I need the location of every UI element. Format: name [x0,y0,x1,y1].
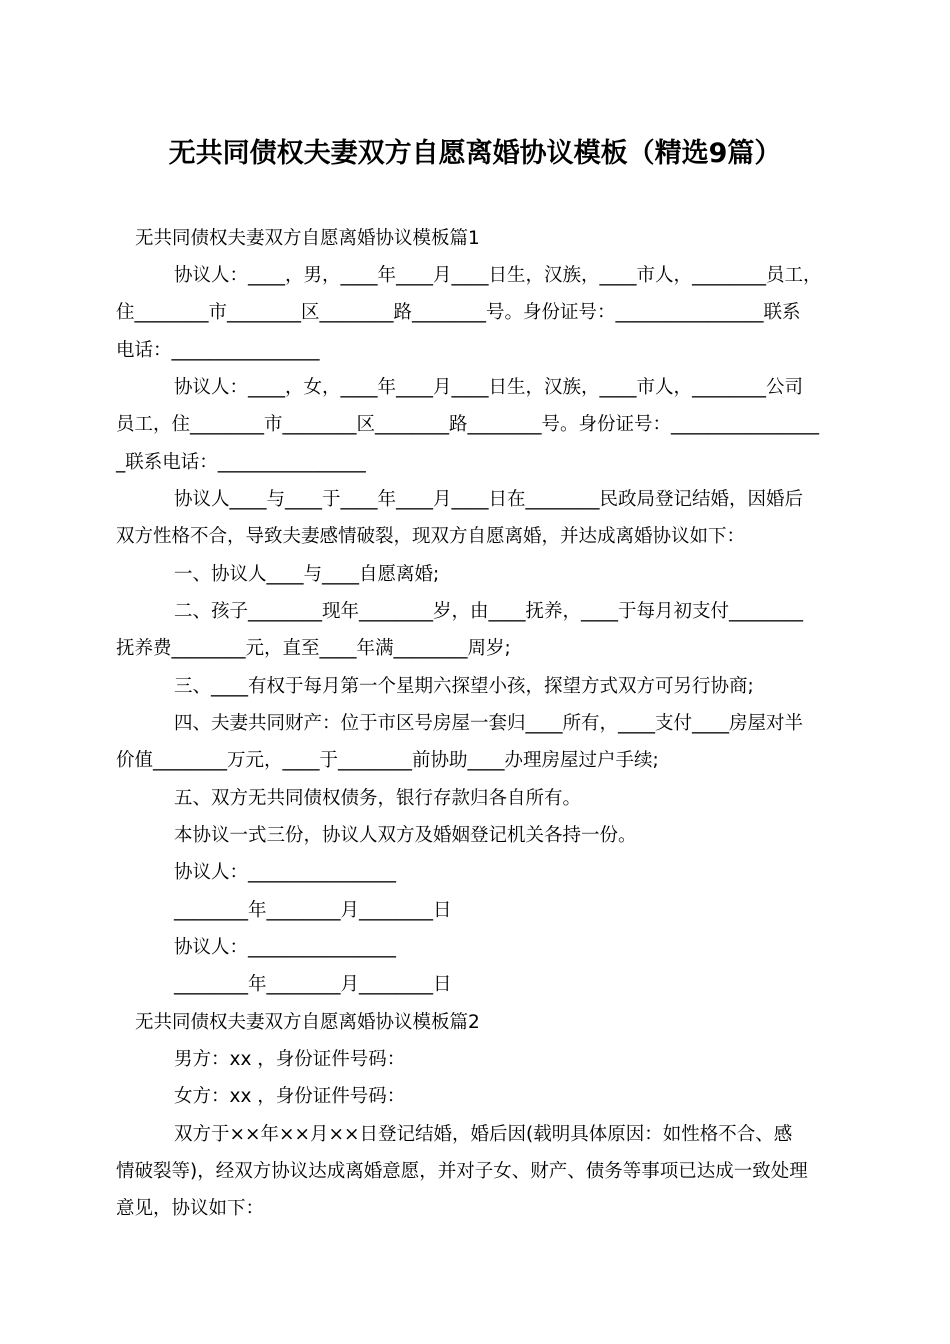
paragraph-line: 女方：xx ，身份证件号码： [174,1086,406,1107]
date-line: ________年________月________日 [174,900,452,921]
date-line: ________年________月________日 [174,974,452,995]
paragraph-line: 住________市________区________路________号。身份证号：________________联系 [116,302,801,323]
paragraph-line: 协议人：____，男，____年____月____日生，汉族，____市人，________员工， [174,265,822,286]
paragraph-line: 电话：________________ [116,340,320,361]
paragraph-line: 意见，协议如下： [116,1198,265,1219]
clause-line: 三、____有权于每月第一个星期六探望小孩，探望方式双方可另行协商; [174,676,754,697]
paragraph-line: 本协议一式三份，协议人双方及婚姻登记机关各持一份。 [174,825,637,846]
clause-line: 四、夫妻共同财产：位于市区号房屋一套归____所有，____支付____房屋对半 [174,713,804,734]
document-title: 无共同债权夫妻双方自愿离婚协议模板（精选9篇） [168,138,782,169]
paragraph-line: 双方性格不合，导致夫妻感情破裂，现双方自愿离婚，并达成离婚协议如下： [116,526,746,547]
clause-line: 五、双方无共同债权债务，银行存款归各自所有。 [174,788,582,809]
paragraph-line: 协议人：____，女，____年____月____日生，汉族，____市人，________公司 [174,377,804,398]
clause-line: 一、协议人____与____自愿离婚; [174,564,440,585]
paragraph-line: 员工，住________市________区________路________号。身份证号：________________ [116,414,820,435]
paragraph-line: 情破裂等)，经双方协议达成离婚意愿，并对子女、财产、债务等事项已达成一致处理 [116,1161,808,1182]
clause-line: 价值________万元，____于________前协助____办理房屋过户手续; [116,750,659,771]
paragraph-line: 双方于××年××月××日登记结婚，婚后因(载明具体原因：如性格不合、感 [174,1124,793,1145]
signature-line: 协议人：________________ [174,862,397,883]
paragraph-line: 协议人____与____于____年____月____日在________民政局登记结婚，因婚后 [174,489,804,510]
paragraph-line: 男方：xx ，身份证件号码： [174,1049,406,1070]
paragraph-line: _联系电话：________________ [116,452,366,473]
section-heading-2: 无共同债权夫妻双方自愿离婚协议模板篇2 [135,1012,480,1033]
signature-line: 协议人：________________ [174,937,397,958]
section-heading-1: 无共同债权夫妻双方自愿离婚协议模板篇1 [135,228,480,249]
clause-line: 抚养费________元，直至____年满________周岁; [116,638,511,659]
clause-line: 二、孩子________现年________岁，由____抚养，____于每月初支付________ [174,601,804,622]
